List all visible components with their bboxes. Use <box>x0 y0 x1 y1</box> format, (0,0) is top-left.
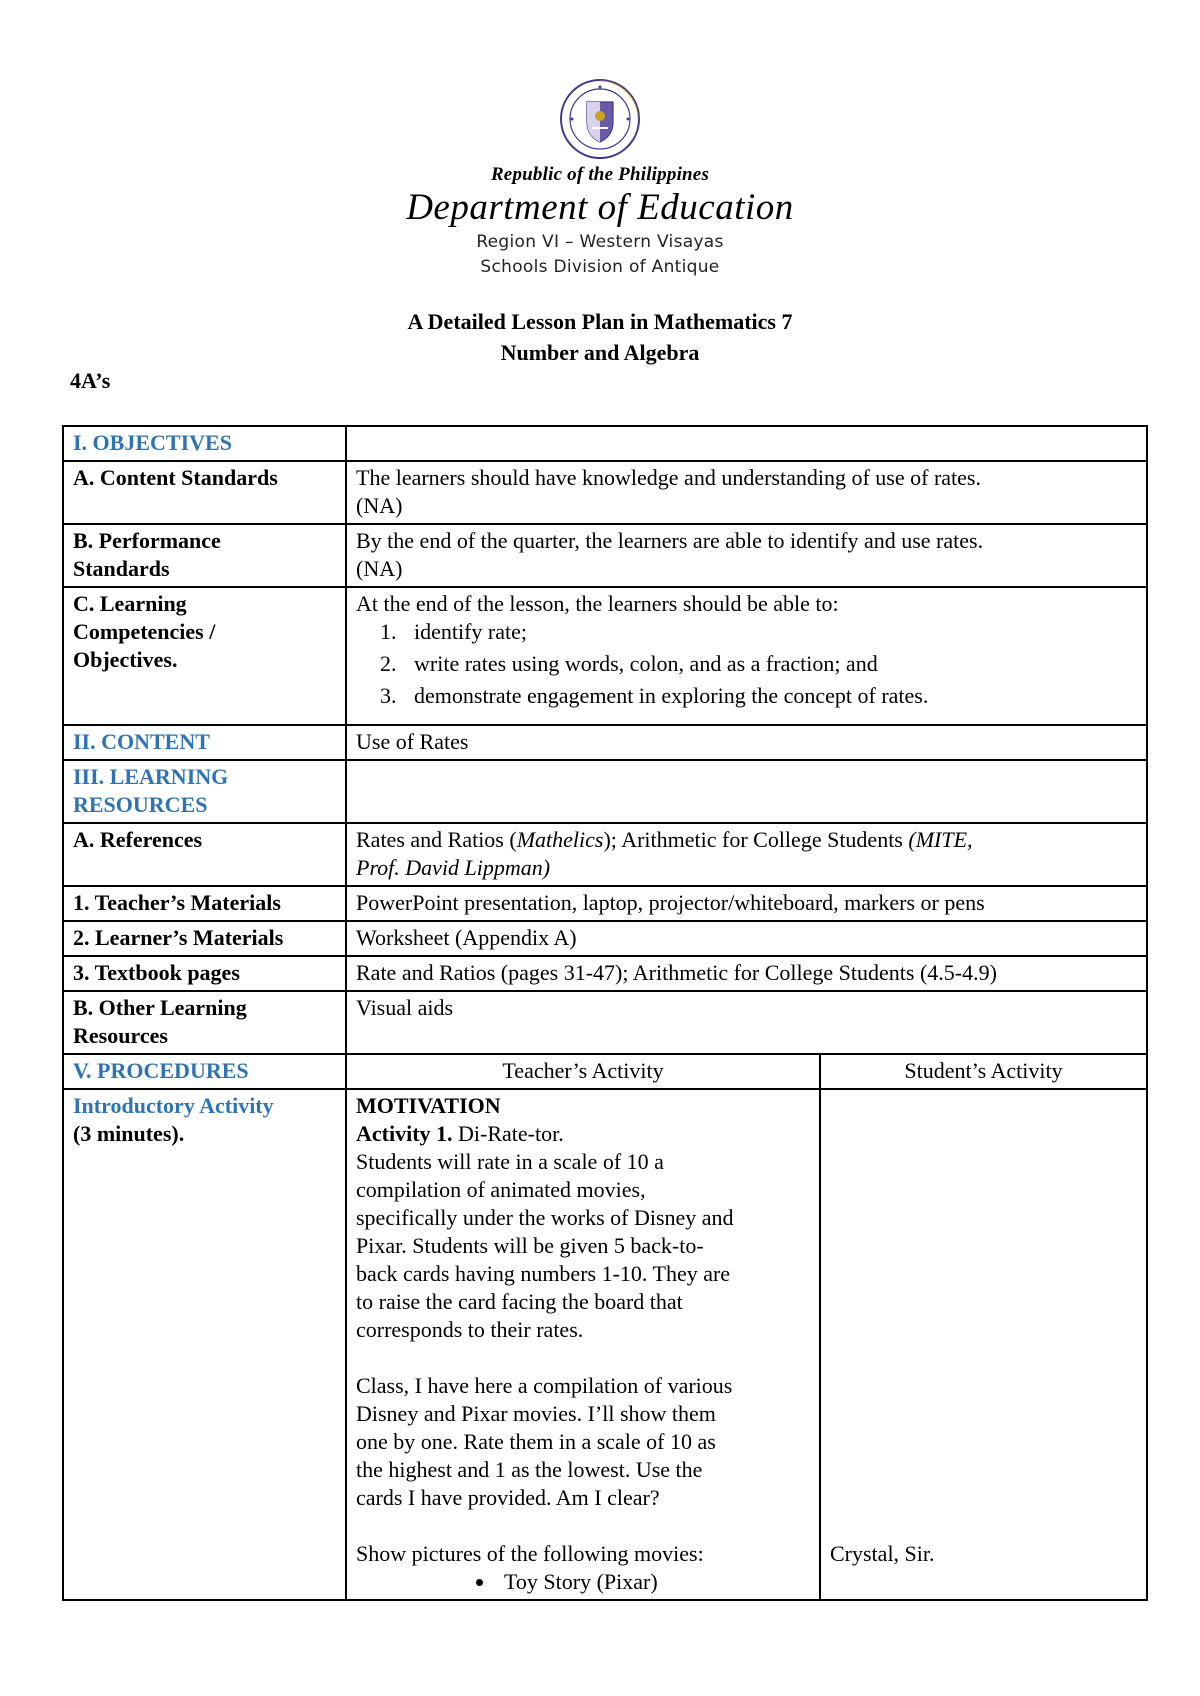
student-response: Crystal, Sir. <box>830 1541 935 1566</box>
teacher-materials-value: PowerPoint presentation, laptop, projector/whiteboard, markers or pens <box>346 886 1147 921</box>
content-standards-cell <box>346 461 1147 524</box>
department-title: Department of Education <box>406 187 794 228</box>
other-resources-label-line-2: Resources <box>73 1023 168 1048</box>
teacher-materials-row <box>63 886 1147 921</box>
teacher-instructions <box>356 1372 810 1512</box>
content-standards-note: (NA) <box>356 493 403 518</box>
activity-description-line: corresponds to their rates. <box>356 1317 584 1342</box>
references-author: Prof. David Lippman) <box>356 855 551 880</box>
motivation-heading: MOTIVATION <box>356 1093 501 1118</box>
procedures-heading: V. PROCEDURES <box>63 1054 346 1089</box>
competencies-label-line-3: Objectives. <box>73 647 178 672</box>
region-label: Region VI – Western Visayas <box>476 232 724 252</box>
teacher-instruction-line: Disney and Pixar movies. I’ll show them <box>356 1401 716 1426</box>
competency-item: 2. write rates using words, colon, and as a fraction; and <box>402 650 1137 678</box>
objectives-heading: I. OBJECTIVES <box>63 426 346 461</box>
teacher-instruction-line: one by one. Rate them in a scale of 10 as <box>356 1429 716 1454</box>
competencies-row <box>63 587 1147 725</box>
learning-resources-row <box>63 760 1147 823</box>
learning-resources-heading <box>63 760 346 823</box>
other-resources-label <box>63 991 346 1054</box>
references-italic-2: (MITE, <box>908 827 973 852</box>
learning-resources-heading-line-2: RESOURCES <box>73 792 208 817</box>
teacher-instruction-line: Class, I have here a compilation of various <box>356 1373 733 1398</box>
content-standards-row <box>63 461 1147 524</box>
activity-description-line: Students will rate in a scale of 10 a <box>356 1149 664 1174</box>
spacer <box>830 1092 1137 1540</box>
teacher-instruction-line: the highest and 1 as the lowest. Use the <box>356 1457 703 1482</box>
activity-description-line: back cards having numbers 1-10. They are <box>356 1261 731 1286</box>
activity-description-line: compilation of animated movies, <box>356 1177 646 1202</box>
procedures-header-row <box>63 1054 1147 1089</box>
competencies-label-line-1: C. Learning <box>73 591 187 616</box>
content-value: Use of Rates <box>346 725 1147 760</box>
movie-item: • Toy Story (Pixar) <box>496 1568 810 1596</box>
performance-label-line-2: Standards <box>73 556 170 581</box>
competencies-list <box>356 618 1137 710</box>
competency-item: 1. identify rate; <box>402 618 1137 646</box>
competencies-cell <box>346 587 1147 725</box>
introductory-activity-time: (3 minutes). <box>73 1121 185 1146</box>
other-resources-row <box>63 991 1147 1054</box>
references-line-2 <box>356 854 1137 882</box>
references-line-1 <box>356 826 1137 854</box>
competencies-label <box>63 587 346 725</box>
movie-list <box>356 1568 810 1596</box>
teacher-instruction-line: cards I have provided. Am I clear? <box>356 1485 660 1510</box>
learner-materials-label: 2. Learner’s Materials <box>63 921 346 956</box>
references-part-1: Rates and Ratios ( <box>356 827 517 852</box>
lesson-plan-title <box>0 306 1200 368</box>
teacher-activity-column-header: Teacher’s Activity <box>346 1054 820 1089</box>
activity-description-line: specifically under the works of Disney and <box>356 1205 734 1230</box>
competency-item: 3. demonstrate engagement in exploring the concept of rates. <box>402 682 1137 710</box>
learning-resources-heading-line-1: III. LEARNING <box>73 764 229 789</box>
references-cell <box>346 823 1147 886</box>
teacher-activity-cell <box>346 1089 820 1600</box>
performance-standards-row <box>63 524 1147 587</box>
performance-standards-label <box>63 524 346 587</box>
student-activity-column-header: Student’s Activity <box>820 1054 1147 1089</box>
performance-standards-cell <box>346 524 1147 587</box>
approach-label: 4A’s <box>70 368 111 393</box>
performance-standards-text: By the end of the quarter, the learners are able to identify and use rates. <box>356 528 984 553</box>
textbook-pages-row <box>63 956 1147 991</box>
objectives-row <box>63 426 1147 461</box>
content-heading: II. CONTENT <box>63 725 346 760</box>
deped-seal-icon <box>559 78 641 160</box>
learning-resources-empty-cell <box>346 760 1147 823</box>
introductory-activity-row <box>63 1089 1147 1600</box>
activity-title <box>356 1120 810 1148</box>
division-label: Schools Division of Antique <box>480 257 720 277</box>
competencies-intro: At the end of the lesson, the learners should be able to: <box>356 591 839 616</box>
spacer <box>356 1344 810 1372</box>
content-standards-text: The learners should have knowledge and understanding of use of rates. <box>356 465 981 490</box>
activity-description <box>356 1148 810 1344</box>
republic-label: Republic of the Philippines <box>490 164 710 185</box>
textbook-pages-label: 3. Textbook pages <box>63 956 346 991</box>
textbook-pages-value: Rate and Ratios (pages 31-47); Arithmetic for College Students (4.5-4.9) <box>346 956 1147 991</box>
spacer <box>356 1512 810 1540</box>
competencies-label-line-2: Competencies / <box>73 619 216 644</box>
show-pictures-instruction: Show pictures of the following movies: <box>356 1541 704 1566</box>
references-italic-1: Mathelics <box>516 827 604 852</box>
activity-number: Activity 1. <box>356 1121 453 1146</box>
performance-label-line-1: B. Performance <box>73 528 221 553</box>
objectives-empty-cell <box>346 426 1147 461</box>
teacher-materials-label: 1. Teacher’s Materials <box>63 886 346 921</box>
activity-description-line: Pixar. Students will be given 5 back-to- <box>356 1233 704 1258</box>
activity-name: Di-Rate-tor. <box>452 1121 564 1146</box>
introductory-activity-title: Introductory Activity <box>73 1093 274 1118</box>
references-label: A. References <box>63 823 346 886</box>
student-activity-cell <box>820 1089 1147 1600</box>
introductory-activity-label <box>63 1089 346 1600</box>
references-part-2: ); Arithmetic for College Students <box>603 827 909 852</box>
learner-materials-value: Worksheet (Appendix A) <box>346 921 1147 956</box>
title-line-1: A Detailed Lesson Plan in Mathematics 7 <box>407 309 793 334</box>
document-header <box>0 78 1200 280</box>
content-standards-label: A. Content Standards <box>63 461 346 524</box>
other-resources-label-line-1: B. Other Learning <box>73 995 247 1020</box>
learner-materials-row <box>63 921 1147 956</box>
references-row <box>63 823 1147 886</box>
content-row <box>63 725 1147 760</box>
title-line-2: Number and Algebra <box>500 340 700 365</box>
other-resources-value: Visual aids <box>346 991 1147 1054</box>
activity-description-line: to raise the card facing the board that <box>356 1289 683 1314</box>
lesson-plan-table <box>62 425 1148 1601</box>
performance-standards-note: (NA) <box>356 556 403 581</box>
